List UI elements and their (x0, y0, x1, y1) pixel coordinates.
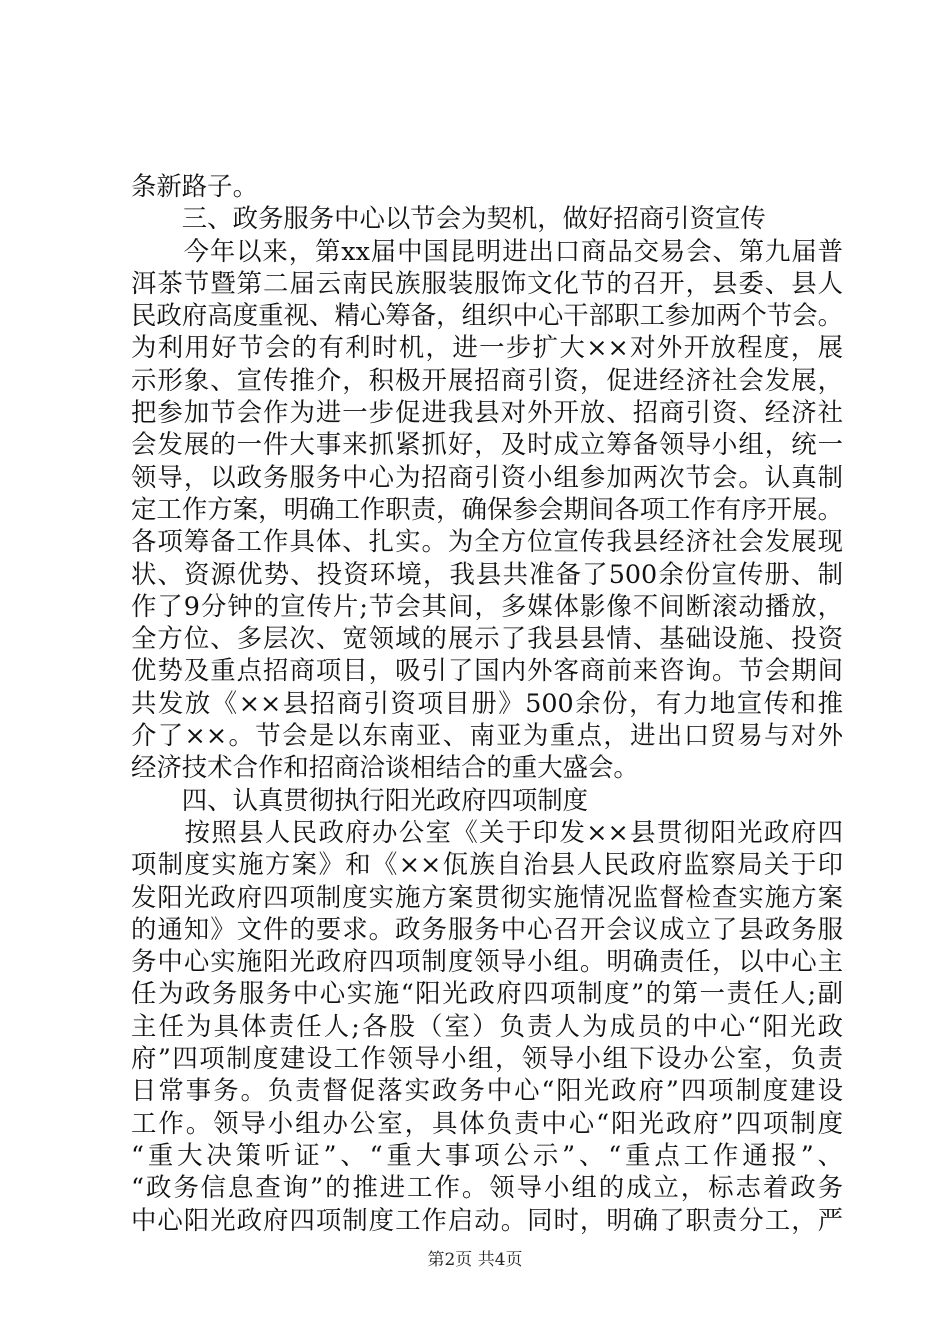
text-line: 会发展的一件大事来抓紧抓好，及时成立筹备领导小组，统一 (131, 429, 843, 460)
text-line: 项制度实施方案》和《××佤族自治县人民政府监察局关于印 (131, 849, 843, 880)
text-line: 按照县人民政府办公室《关于印发××县贯彻阳光政府四 (131, 816, 843, 847)
text-line: 三、政务服务中心以节会为契机，做好招商引资宣传 (131, 203, 766, 234)
text-line: 工作。领导小组办公室，具体负责中心“阳光政府”四项制度 (131, 1107, 843, 1138)
text-line: 主任为具体责任人;各股（室）负责人为成员的中心“阳光政 (131, 1010, 843, 1041)
text-line: “政务信息查询”的推进工作。领导小组的成立，标志着政务 (131, 1172, 843, 1203)
text-line: 把参加节会作为进一步促进我县对外开放、招商引资、经济社 (131, 397, 843, 428)
text-line: 民政府高度重视、精心筹备，组织中心干部职工参加两个节会。 (131, 300, 843, 331)
text-line: 务中心实施阳光政府四项制度领导小组。明确责任，以中心主 (131, 946, 843, 977)
text-line: 洱茶节暨第二届云南民族服装服饰文化节的召开，县委、县人 (131, 267, 843, 298)
text-line: 作了9分钟的宣传片;节会其间，多媒体影像不间断滚动播放， (131, 590, 843, 621)
text-line: 今年以来，第xx届中国昆明进出口商品交易会、第九届普 (131, 235, 843, 266)
text-line: 中心阳光政府四项制度工作启动。同时，明确了职责分工，严 (131, 1204, 843, 1235)
text-line: 各项筹备工作具体、扎实。为全方位宣传我县经济社会发展现 (131, 526, 843, 557)
text-line: 全方位、多层次、宽领域的展示了我县县情、基础设施、投资 (131, 623, 843, 654)
text-line: 经济技术合作和招商洽谈相结合的重大盛会。 (131, 752, 639, 783)
document-body (131, 170, 843, 1236)
text-line: 条新路子。 (131, 171, 258, 201)
text-line: 四、认真贯彻执行阳光政府四项制度 (131, 784, 589, 815)
text-line: 为利用好节会的有利时机，进一步扩大××对外开放程度，展 (131, 332, 843, 363)
text-line: 优势及重点招商项目，吸引了国内外客商前来咨询。节会期间 (131, 655, 843, 686)
text-line: 共发放《××县招商引资项目册》500余份，有力地宣传和推 (131, 687, 843, 718)
text-line: 介了××。节会是以东南亚、南亚为重点，进出口贸易与对外 (131, 720, 843, 751)
text-line: 定工作方案，明确工作职责，确保参会期间各项工作有序开展。 (131, 493, 843, 524)
text-line: 示形象、宣传推介，积极开展招商引资，促进经济社会发展， (131, 364, 843, 395)
text-line: 状、资源优势、投资环境，我县共准备了500余份宣传册、制 (131, 558, 843, 589)
text-line: 领导，以政务服务中心为招商引资小组参加两次节会。认真制 (131, 461, 843, 492)
text-line: 的通知》文件的要求。政务服务中心召开会议成立了县政务服 (131, 913, 843, 944)
text-line: 府”四项制度建设工作领导小组，领导小组下设办公室，负责 (131, 1043, 843, 1074)
text-line: “重大决策听证”、“重大事项公示”、“重点工作通报”、 (131, 1139, 843, 1170)
text-line: 日常事务。负责督促落实政务中心“阳光政府”四项制度建设 (131, 1075, 843, 1106)
text-line: 任为政务服务中心实施“阳光政府四项制度”的第一责任人;副 (131, 978, 843, 1009)
page-footer: 第2页 共4页 (427, 1250, 523, 1270)
text-line: 发阳光政府四项制度实施方案贯彻实施情况监督检查实施方案 (131, 881, 843, 912)
